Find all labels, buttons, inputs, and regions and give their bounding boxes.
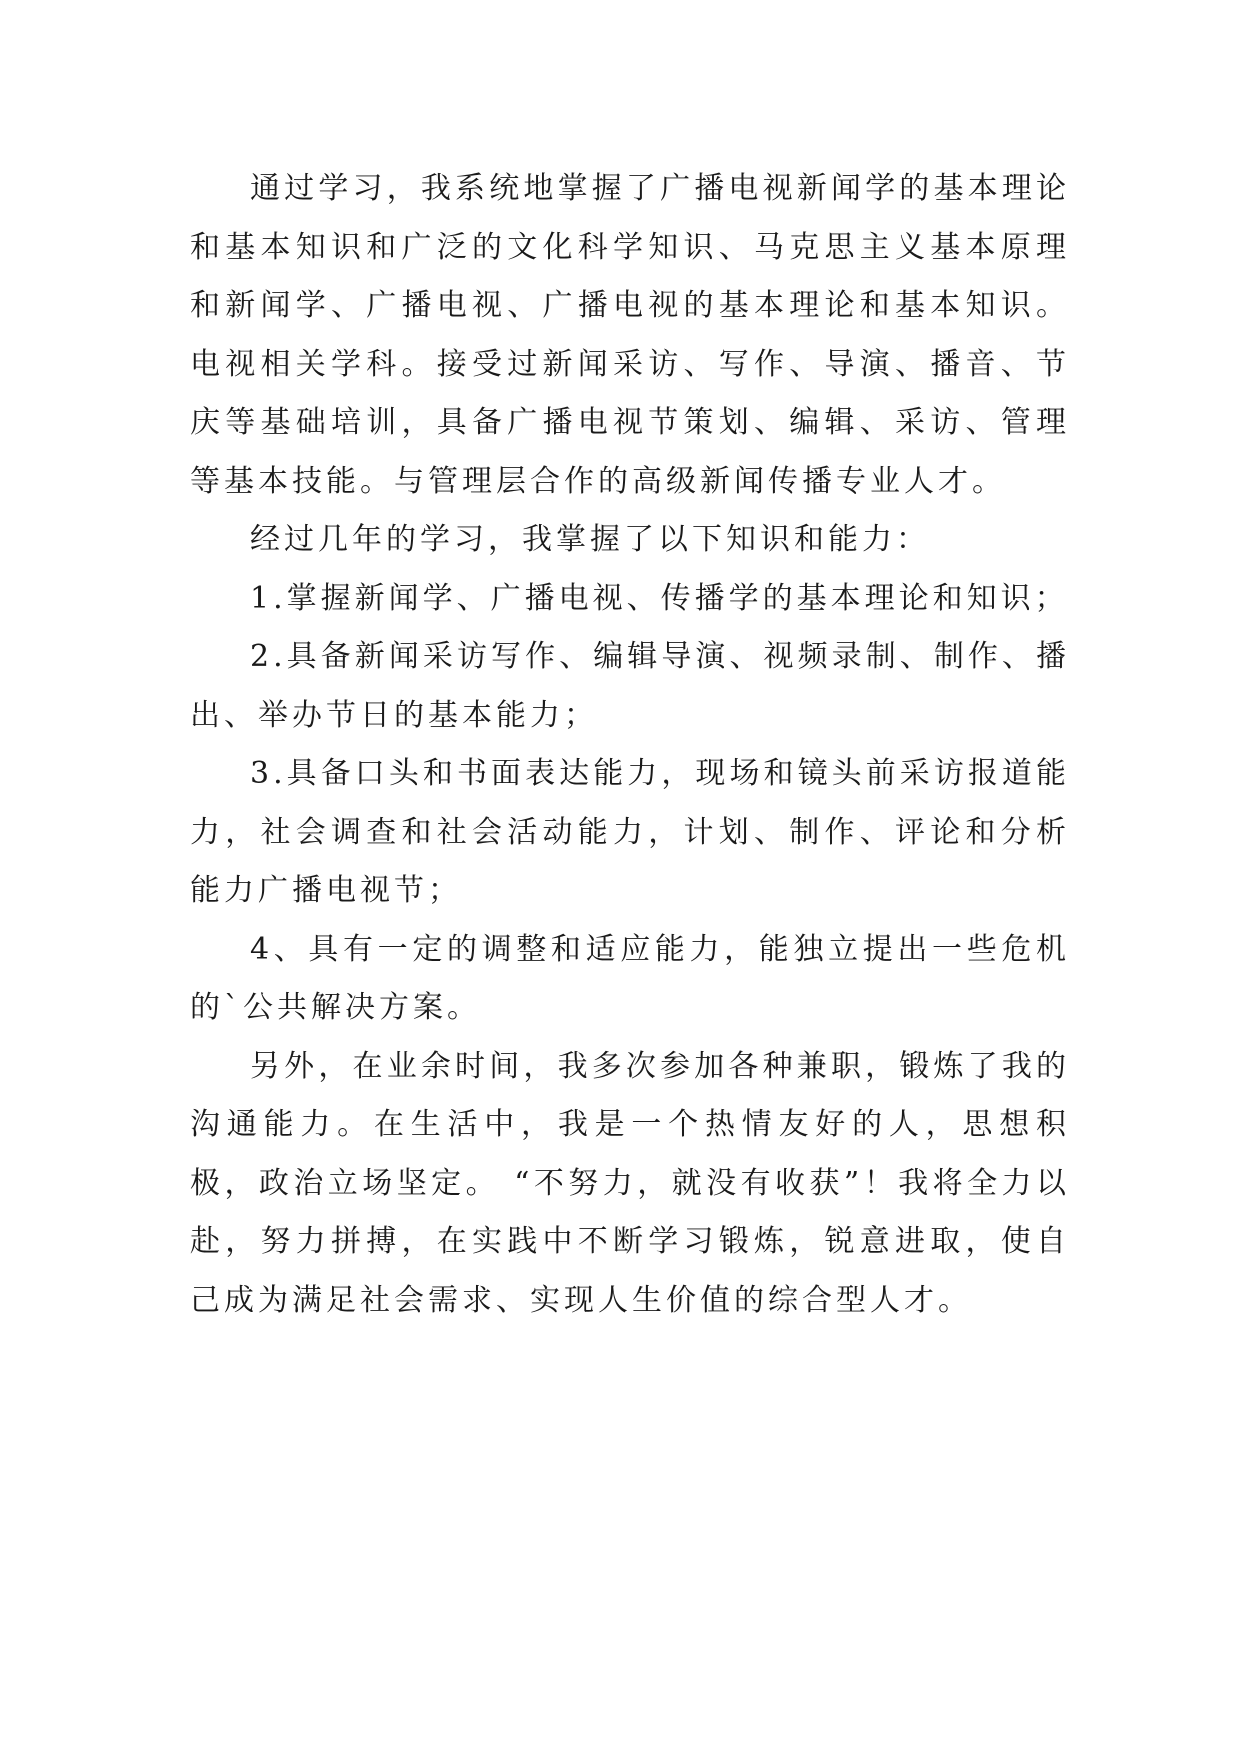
list-item-4: 4、具有一定的调整和适应能力，能独立提出一些危机的`公共解决方案。 bbox=[190, 931, 1070, 1025]
paragraph-intro: 通过学习，我系统地掌握了广播电视新闻学的基本理论和基本知识和广泛的文化科学知识、马克思主义基本原理和新闻学、广播电视、广播电视的基本理论和基本知识。电视相关学科。接受过新闻采访、写作、导演、播音、节庆等基础培训，具备广播电视节策划、编辑、采访、管理等基本技能。与管理层合作的高级新闻传播专业人才。 bbox=[190, 171, 1070, 499]
paragraph-summary-lead: 经过几年的学习，我掌握了以下知识和能力： bbox=[250, 522, 930, 557]
paragraph-closing: 另外，在业余时间，我多次参加各种兼职，锻炼了我的沟通能力。在生活中，我是一个热情友好的人，思想积极，政治立场坚定。 “不努力，就没有收获”！我将全力以赴，努力拼搏，在实践中不断学习锻炼，锐意进取，使自己成为满足社会需求、实现人生价值的综合型人才。 bbox=[190, 1048, 1070, 1318]
list-item-3: 3.具备口头和书面表达能力，现场和镜头前采访报道能力，社会调查和社会活动能力，计划、制作、评论和分析能力广播电视节； bbox=[190, 756, 1070, 908]
document-body bbox=[190, 160, 1070, 1330]
list-item-2: 2.具备新闻采访写作、编辑导演、视频录制、制作、播出、举办节日的基本能力； bbox=[190, 639, 1070, 733]
list-item-1: 1.掌握新闻学、广播电视、传播学的基本理论和知识； bbox=[250, 580, 1069, 616]
